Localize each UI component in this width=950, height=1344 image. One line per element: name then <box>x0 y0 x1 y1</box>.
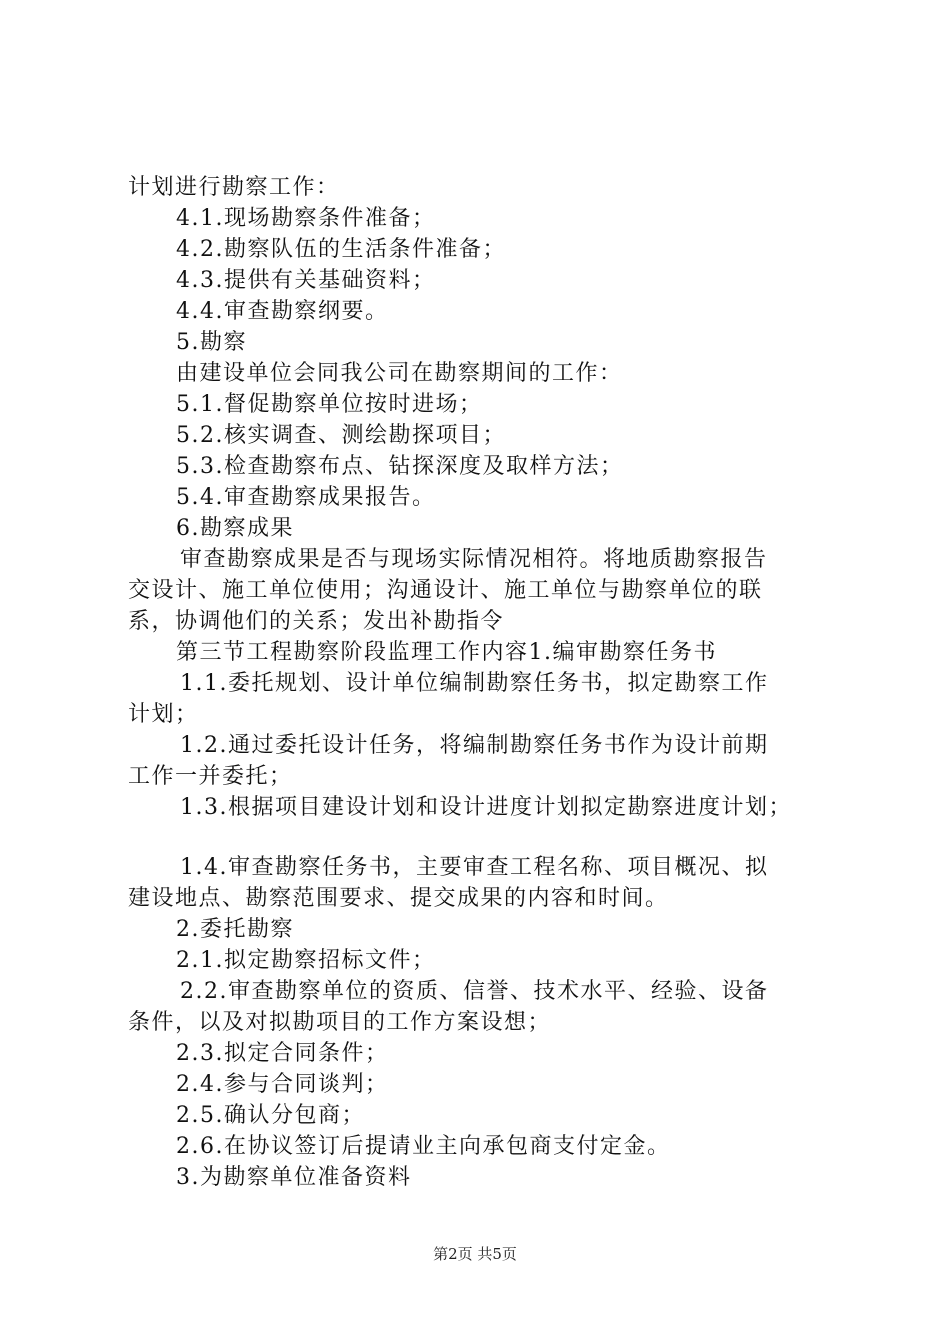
text-line: 5.2.核实调查、测绘勘探项目； <box>176 423 506 448</box>
text-line: 4.3.提供有关基础资料； <box>176 268 436 293</box>
text-line: 2.3.拟定合同条件； <box>176 1041 389 1066</box>
text-line: 2.4.参与合同谈判； <box>176 1072 389 1097</box>
text-line: 2.6.在协议签订后提请业主向承包商支付定金。 <box>176 1134 671 1159</box>
text-line: 计划； <box>128 702 199 727</box>
document-body <box>128 172 848 1193</box>
text-line: 5.4.审查勘察成果报告。 <box>176 485 436 510</box>
text-line: 系，协调他们的关系；发出补勘指令 <box>128 609 505 634</box>
text-line: 1.1.委托规划、设计单位编制勘察任务书，拟定勘察工作 <box>180 671 769 696</box>
section-heading: 第三节工程勘察阶段监理工作内容1.编审勘察任务书 <box>176 640 717 665</box>
text-line: 建设地点、勘察范围要求、提交成果的内容和时间。 <box>128 886 669 911</box>
page-number-footer: 第2页 共5页 <box>433 1245 517 1263</box>
text-line: 2.2.审查勘察单位的资质、信誉、技术水平、经验、设备 <box>180 979 769 1004</box>
blank-gap <box>128 823 848 852</box>
text-line: 由建设单位会同我公司在勘察期间的工作： <box>176 361 623 386</box>
text-line: 条件，以及对拟勘项目的工作方案设想； <box>128 1010 552 1035</box>
text-line: 4.4.审查勘察纲要。 <box>176 299 389 324</box>
text-line: 4.1.现场勘察条件准备； <box>176 206 436 231</box>
text-line: 交设计、施工单位使用；沟通设计、施工单位与勘察单位的联 <box>128 578 763 603</box>
text-line: 计划进行勘察工作： <box>128 175 340 200</box>
text-line: 4.2.勘察队伍的生活条件准备； <box>176 237 506 262</box>
text-line: 2.1.拟定勘察招标文件； <box>176 948 436 973</box>
text-line: 5.1.督促勘察单位按时进场； <box>176 392 483 417</box>
section-heading: 3.为勘察单位准备资料 <box>176 1165 412 1190</box>
text-line: 5.3.检查勘察布点、钻探深度及取样方法； <box>176 454 624 479</box>
text-line: 工作一并委托； <box>128 764 293 789</box>
text-line: 1.3.根据项目建设计划和设计进度计划拟定勘察进度计划； <box>180 795 792 820</box>
text-line: 1.4.审查勘察任务书，主要审查工程名称、项目概况、拟 <box>180 855 769 880</box>
section-heading: 5.勘察 <box>176 330 247 355</box>
text-line: 1.2.通过委托设计任务，将编制勘察任务书作为设计前期 <box>180 733 769 758</box>
section-heading: 6.勘察成果 <box>176 516 294 541</box>
text-line: 审查勘察成果是否与现场实际情况相符。将地质勘察报告 <box>180 547 768 572</box>
section-heading: 2.委托勘察 <box>176 917 294 942</box>
text-line: 2.5.确认分包商； <box>176 1103 365 1128</box>
